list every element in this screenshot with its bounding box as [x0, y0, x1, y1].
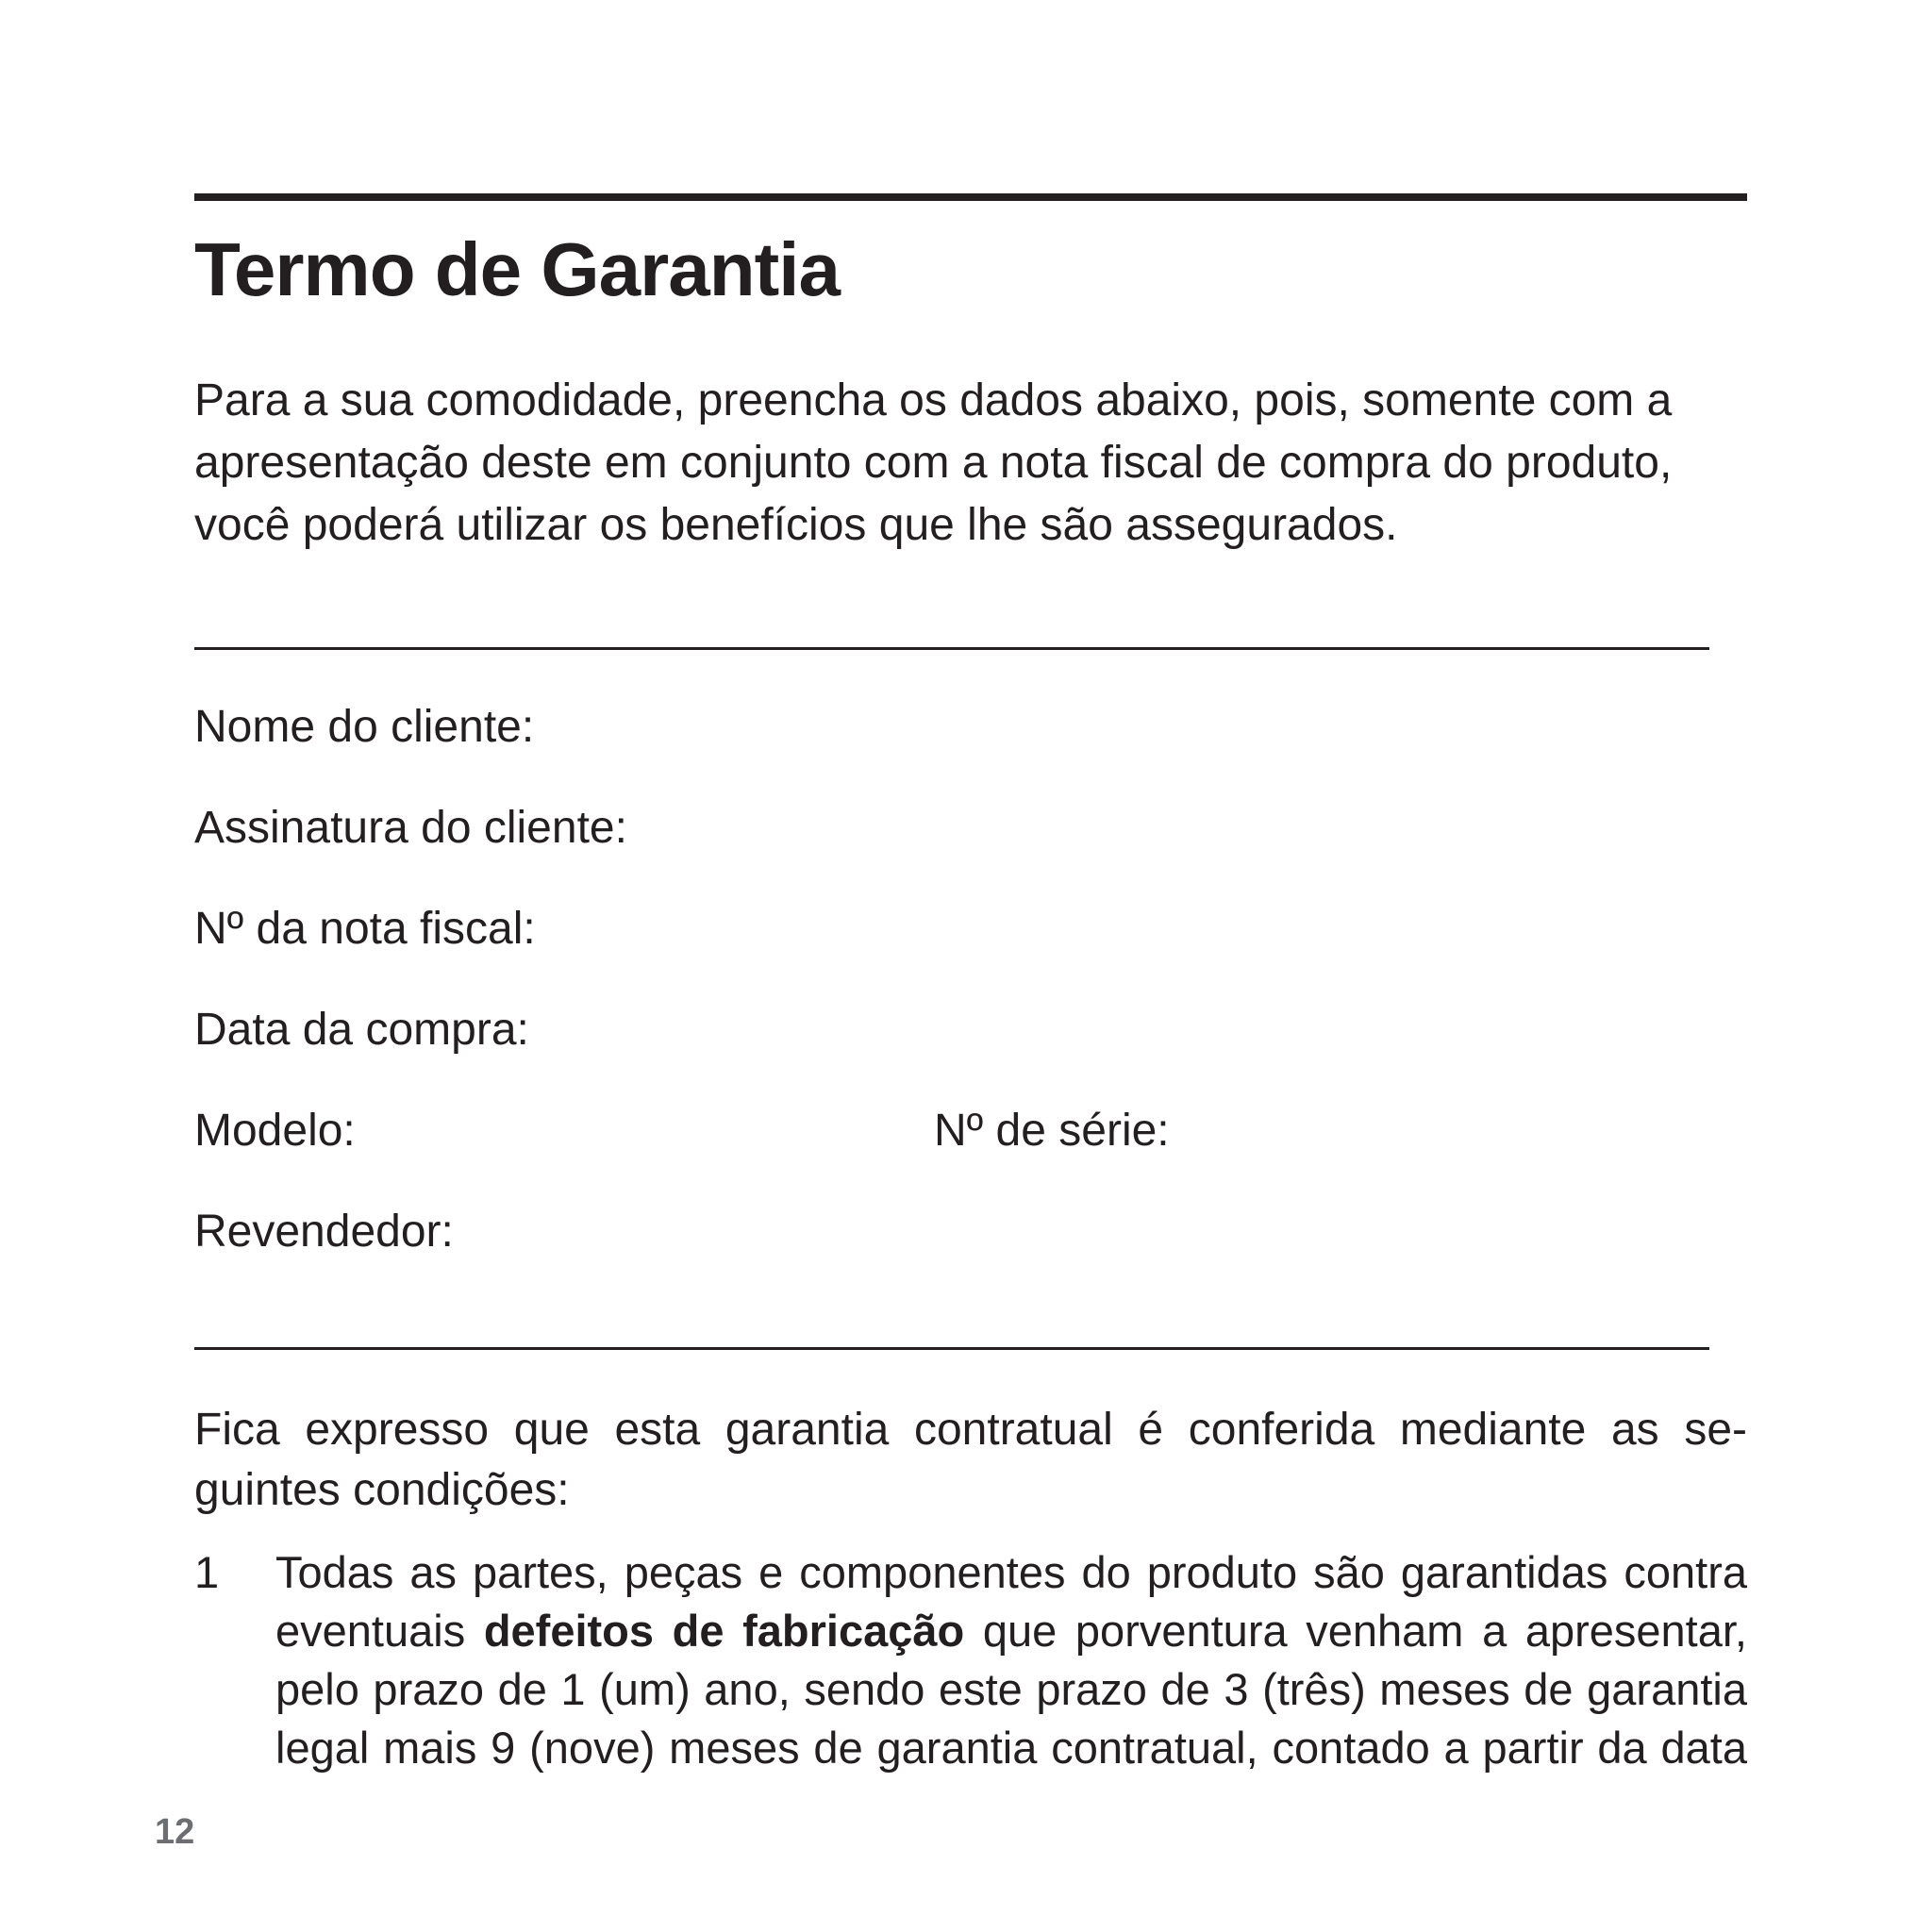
purchase-date-label: Data da compra: [194, 1005, 529, 1055]
top-divider [194, 193, 1747, 201]
form-top-divider [194, 647, 1709, 650]
reseller-label: Revendedor: [194, 1207, 454, 1257]
page-number: 12 [155, 1812, 195, 1852]
serial-number-label: Nº de série: [934, 1106, 1170, 1156]
customer-name-label: Nome do cliente: [194, 702, 535, 752]
clause-number: 1 [194, 1547, 220, 1597]
clause-line-with-bold [275, 1602, 1747, 1660]
intro-line: apresentação deste em conjunto com a nota fiscal de compra do produto, [194, 438, 1673, 488]
model-label: Modelo: [194, 1106, 356, 1156]
clause-line: Todas as partes, peças e componentes do produto são garantidas contra [275, 1547, 1747, 1597]
customer-signature-label: Assinatura do cliente: [194, 803, 627, 853]
clause-text-segment: que porventura venham a apresentar, [964, 1606, 1747, 1656]
conditions-line: Fica expresso que esta garantia contratual é conferida mediante as se- [194, 1405, 1747, 1455]
clause-text-segment: eventuais [275, 1606, 484, 1656]
conditions-intro [194, 1400, 1747, 1521]
clause-bold-term: defeitos de fabricação [483, 1606, 965, 1656]
invoice-number-label: Nº da nota fiscal: [194, 904, 536, 954]
conditions-line: guintes condições: [194, 1465, 570, 1515]
clause-line: legal mais 9 (nove) meses de garantia contratual, contado a partir da data [275, 1723, 1747, 1773]
intro-paragraph [194, 370, 1747, 557]
page-title: Termo de Garantia [194, 227, 840, 311]
clause-text [275, 1543, 1747, 1777]
intro-line: você poderá utilizar os benefícios que lhe são assegurados. [194, 500, 1398, 550]
clause-line: pelo prazo de 1 (um) ano, sendo este prazo de 3 (três) meses de garantia [275, 1664, 1747, 1714]
intro-line: Para a sua comodidade, preencha os dados abaixo, pois, somente com a [194, 375, 1673, 425]
form-bottom-divider [194, 1347, 1709, 1350]
